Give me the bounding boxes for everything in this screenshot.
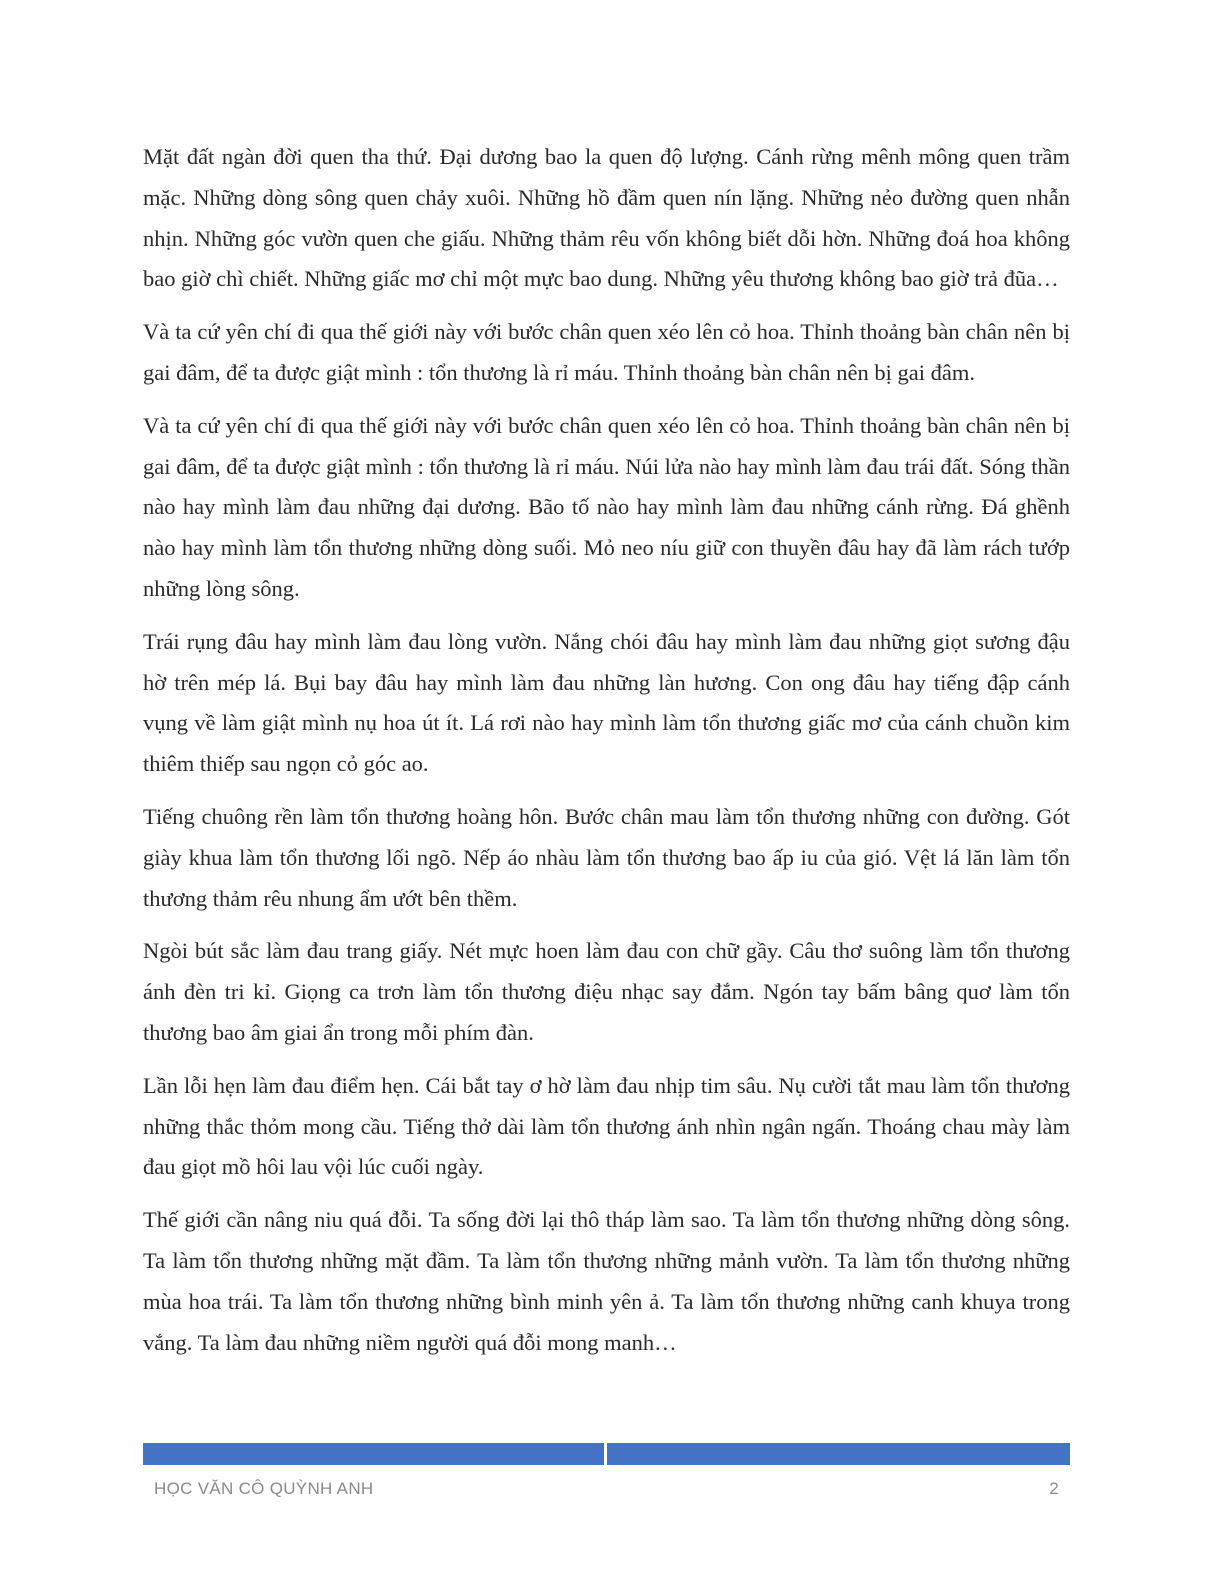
- paragraph-4: Trái rụng đâu hay mình làm đau lòng vườn. Nắng chói đâu hay mình làm đau những giọt sương đậu hờ trên mép lá. Bụi bay đâu hay mình làm đau những làn hương. Con ong đâu hay tiếng đập cánh vụng về làm giật mình nụ hoa út ít. Lá rơi nào hay mình làm tổn thương giấc mơ của cánh chuồn kim thiêm thiếp sau ngọn cỏ góc ao.: [143, 628, 1070, 777]
- paragraph-6: Ngòi bút sắc làm đau trang giấy. Nét mực hoen làm đau con chữ gầy. Câu thơ suông làm tổn thương ánh đèn tri kỉ. Giọng ca trơn làm tổn thương điệu nhạc say đắm. Ngón tay bấm bâng quơ làm tổn thương bao âm giai ẩn trong mỗi phím đàn.: [143, 938, 1070, 1045]
- paragraph-5: Tiếng chuông rền làm tổn thương hoàng hôn. Bước chân mau làm tổn thương những con đường. Gót giày khua làm tổn thương lối ngõ. Nếp áo nhàu làm tổn thương bao ấp iu của gió. Vệt lá lăn làm tổn thương thảm rêu nhung ẩm ướt bên thềm.: [143, 803, 1070, 911]
- footer-title: HỌC VĂN CÔ QUỲNH ANH: [154, 1479, 374, 1498]
- paragraph-7: Lần lỗi hẹn làm đau điểm hẹn. Cái bắt tay ơ hờ làm đau nhịp tim sâu. Nụ cười tắt mau làm tổn thương những thắc thỏm mong cầu. Tiếng thở dài làm tổn thương ánh nhìn ngân ngấn. Thoáng chau mày làm đau giọt mồ hôi lau vội lúc cuối ngày.: [143, 1072, 1070, 1180]
- page-body: [143, 137, 1070, 1375]
- paragraph-3: Và ta cứ yên chí đi qua thế giới này với bước chân quen xéo lên cỏ hoa. Thỉnh thoảng bàn chân nên bị gai đâm, để ta được giật mình : tổn thương là rỉ máu. Núi lửa nào hay mình làm đau trái đất. Sóng thần nào hay mình làm đau những đại dương. Bão tố nào hay mình làm đau những cánh rừng. Đá ghềnh nào hay mình làm tổn thương những dòng suối. Mỏ neo níu giữ con thuyền đâu hay đã làm rách tướp những lòng sông.: [143, 412, 1070, 601]
- footer-bar-right: [607, 1443, 1070, 1465]
- paragraph-1: Mặt đất ngàn đời quen tha thứ. Đại dương bao la quen độ lượng. Cánh rừng mênh mông quen trầm mặc. Những dòng sông quen chảy xuôi. Những hồ đầm quen nín lặng. Những nẻo đường quen nhẫn nhịn. Những góc vườn quen che giấu. Những thảm rêu vốn không biết dỗi hờn. Những đoá hoa không bao giờ chì chiết. Những giấc mơ chỉ một mực bao dung. Những yêu thương không bao giờ trả đũa…: [143, 144, 1070, 292]
- page-number: 2: [1049, 1479, 1059, 1498]
- paragraph-2: Và ta cứ yên chí đi qua thế giới này với bước chân quen xéo lên cỏ hoa. Thỉnh thoảng bàn chân nên bị gai đâm, để ta được giật mình : tổn thương là rỉ máu. Thỉnh thoảng bàn chân nên bị gai đâm.: [143, 319, 1070, 385]
- footer: [154, 1479, 1059, 1499]
- paragraph-8: Thế giới cần nâng niu quá đỗi. Ta sống đời lại thô tháp làm sao. Ta làm tổn thương những dòng sông. Ta làm tổn thương những mặt đầm. Ta làm tổn thương những mảnh vườn. Ta làm tổn thương những mùa hoa trái. Ta làm tổn thương những bình minh yên ả. Ta làm tổn thương những canh khuya trong vắng. Ta làm đau những niềm người quá đỗi mong manh…: [143, 1207, 1070, 1355]
- footer-bar: [143, 1443, 1070, 1465]
- footer-bar-left: [143, 1443, 604, 1465]
